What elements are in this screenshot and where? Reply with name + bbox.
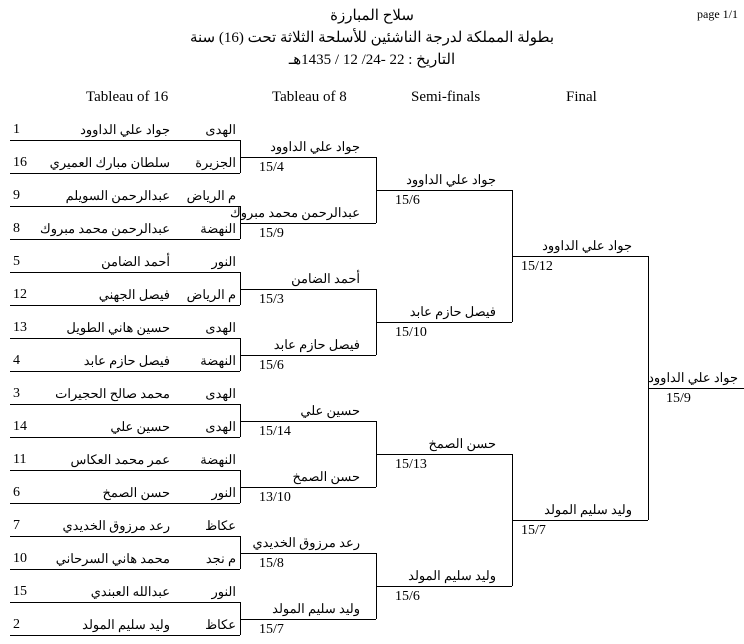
tableau8-name: حسين علي (300, 403, 360, 418)
entrant-name: سلطان مبارك العميري (49, 155, 170, 170)
final-name: جواد علي الداوود (542, 238, 632, 253)
tableau8-name: أحمد الضامن (291, 271, 360, 286)
entrant-line (10, 338, 240, 339)
entrant-name: محمد هاني السرحاني (55, 551, 170, 566)
entrant-name: عبدالله العبندي (90, 584, 170, 599)
tableau8-name: جواد علي الداوود (270, 139, 360, 154)
entrant-line (10, 305, 240, 306)
entrant-name: حسين علي (110, 419, 170, 434)
tableau8-line (240, 487, 376, 488)
entrant-line (10, 503, 240, 504)
semifinal-name: فيصل حازم عابد (409, 304, 496, 319)
entrant-seed: 2 (13, 617, 20, 632)
entrant-seed: 6 (13, 485, 20, 500)
entrant-seed: 4 (13, 353, 20, 368)
entrant-club: الهدى (205, 320, 236, 335)
entrant-club: عكاظ (205, 617, 236, 632)
tableau8-line (240, 157, 376, 158)
tableau8-line (240, 355, 376, 356)
entrant-name: جواد علي الداوود (80, 122, 170, 137)
document-title: سلاح المبارزة (330, 8, 414, 24)
semifinal-score: 15/6 (395, 193, 420, 208)
final-score: 15/7 (521, 523, 546, 538)
entrant-club: الهدى (205, 386, 236, 401)
entrant-seed: 14 (13, 419, 27, 434)
entrant-name: وليد سليم المولد (82, 617, 170, 632)
semifinal-name: حسن الصمخ (428, 436, 496, 451)
entrant-name: فيصل الجهني (98, 287, 170, 302)
semifinal-line (376, 322, 512, 323)
entrant-line (10, 239, 240, 240)
entrant-name: عبدالرحمن محمد مبروك (40, 221, 170, 236)
entrant-line (10, 206, 240, 207)
entrant-seed: 12 (13, 287, 27, 302)
tableau8-line (240, 223, 376, 224)
entrant-name: حسن الصمخ (102, 485, 170, 500)
entrant-club: النهضة (200, 452, 236, 467)
tableau8-score: 15/8 (259, 556, 284, 571)
tableau8-score: 15/14 (259, 424, 291, 439)
entrant-line (10, 602, 240, 603)
entrant-club: الهدى (205, 419, 236, 434)
entrant-seed: 13 (13, 320, 27, 335)
document-subtitle: بطولة المملكة لدرجة الناشئين للأسلحة الثلاثة تحت (16) سنة (189, 30, 555, 46)
entrant-name: عمر محمد العكاس (70, 452, 170, 467)
entrant-club: عكاظ (205, 518, 236, 533)
entrant-club: م نجد (205, 551, 236, 566)
entrant-name: محمد صالح الحجيرات (55, 386, 170, 401)
entrant-seed: 3 (13, 386, 20, 401)
entrant-line (10, 635, 240, 636)
round-heading-semifinals: Semi-finals (411, 89, 481, 105)
tableau8-line (240, 619, 376, 620)
final-name: وليد سليم المولد (544, 502, 632, 517)
entrant-name: عبدالرحمن السويلم (65, 188, 170, 203)
entrant-line (10, 371, 240, 372)
entrant-seed: 5 (13, 254, 20, 269)
semifinal-score: 15/6 (395, 589, 420, 604)
entrant-name: رعد مرزوق الخديدي (62, 518, 170, 533)
entrant-line (10, 173, 240, 174)
entrant-seed: 16 (13, 155, 27, 170)
entrant-club: النور (211, 485, 236, 500)
tableau8-name: فيصل حازم عابد (273, 337, 360, 352)
semifinal-line (376, 586, 512, 587)
tableau8-name: حسن الصمخ (292, 469, 360, 484)
page-number: page 1/1 (697, 7, 738, 21)
entrant-name: فيصل حازم عابد (83, 353, 170, 368)
tableau8-score: 15/7 (259, 622, 284, 637)
entrant-line (10, 470, 240, 471)
tableau8-score: 15/6 (259, 358, 284, 373)
champion-score: 15/9 (666, 391, 691, 406)
round-heading-final: Final (566, 89, 597, 105)
entrant-seed: 15 (13, 584, 27, 599)
round-heading-tableau8: Tableau of 8 (272, 89, 347, 105)
tableau8-name: عبدالرحمن محمد مبروك (230, 205, 360, 220)
semifinal-score: 15/10 (395, 325, 427, 340)
entrant-club: النور (211, 584, 236, 599)
entrant-club: م الرياض (186, 287, 236, 302)
entrant-line (10, 272, 240, 273)
tableau8-score: 15/9 (259, 226, 284, 241)
entrant-club: الجزيرة (195, 155, 236, 170)
entrant-seed: 8 (13, 221, 20, 236)
round-heading-tableau16: Tableau of 16 (86, 89, 169, 105)
final-score: 15/12 (521, 259, 553, 274)
tableau8-line (240, 421, 376, 422)
tableau8-line (240, 553, 376, 554)
tableau8-score: 15/3 (259, 292, 284, 307)
entrant-line (10, 437, 240, 438)
champion-line (648, 388, 744, 389)
entrant-club: النهضة (200, 221, 236, 236)
semifinal-name: وليد سليم المولد (408, 568, 496, 583)
entrant-club: م الرياض (186, 188, 236, 203)
entrant-line (10, 404, 240, 405)
entrant-seed: 10 (13, 551, 27, 566)
entrant-club: النهضة (200, 353, 236, 368)
entrant-name: حسين هاني الطويل (66, 320, 170, 335)
entrant-line (10, 140, 240, 141)
tableau8-line (240, 289, 376, 290)
semifinal-score: 15/13 (395, 457, 427, 472)
entrant-club: النور (211, 254, 236, 269)
champion-name: جواد علي الداوود (648, 370, 738, 385)
entrant-line (10, 569, 240, 570)
final-line (512, 256, 648, 257)
entrant-seed: 7 (13, 518, 20, 533)
entrant-seed: 9 (13, 188, 20, 203)
semifinal-line (376, 454, 512, 455)
document-date: التاريخ : 22 -24/ 12 / 1435هـ (288, 52, 456, 68)
semifinal-line (376, 190, 512, 191)
entrant-club: الهدى (205, 122, 236, 137)
tableau8-name: وليد سليم المولد (272, 601, 360, 616)
final-line (512, 520, 648, 521)
entrant-line (10, 536, 240, 537)
entrant-seed: 11 (13, 452, 27, 467)
entrant-seed: 1 (13, 122, 20, 137)
entrant-name: أحمد الضامن (101, 254, 170, 269)
tableau8-name: رعد مرزوق الخديدي (252, 535, 360, 550)
tableau8-score: 15/4 (259, 160, 284, 175)
tableau8-score: 13/10 (259, 490, 291, 505)
semifinal-name: جواد علي الداوود (406, 172, 496, 187)
